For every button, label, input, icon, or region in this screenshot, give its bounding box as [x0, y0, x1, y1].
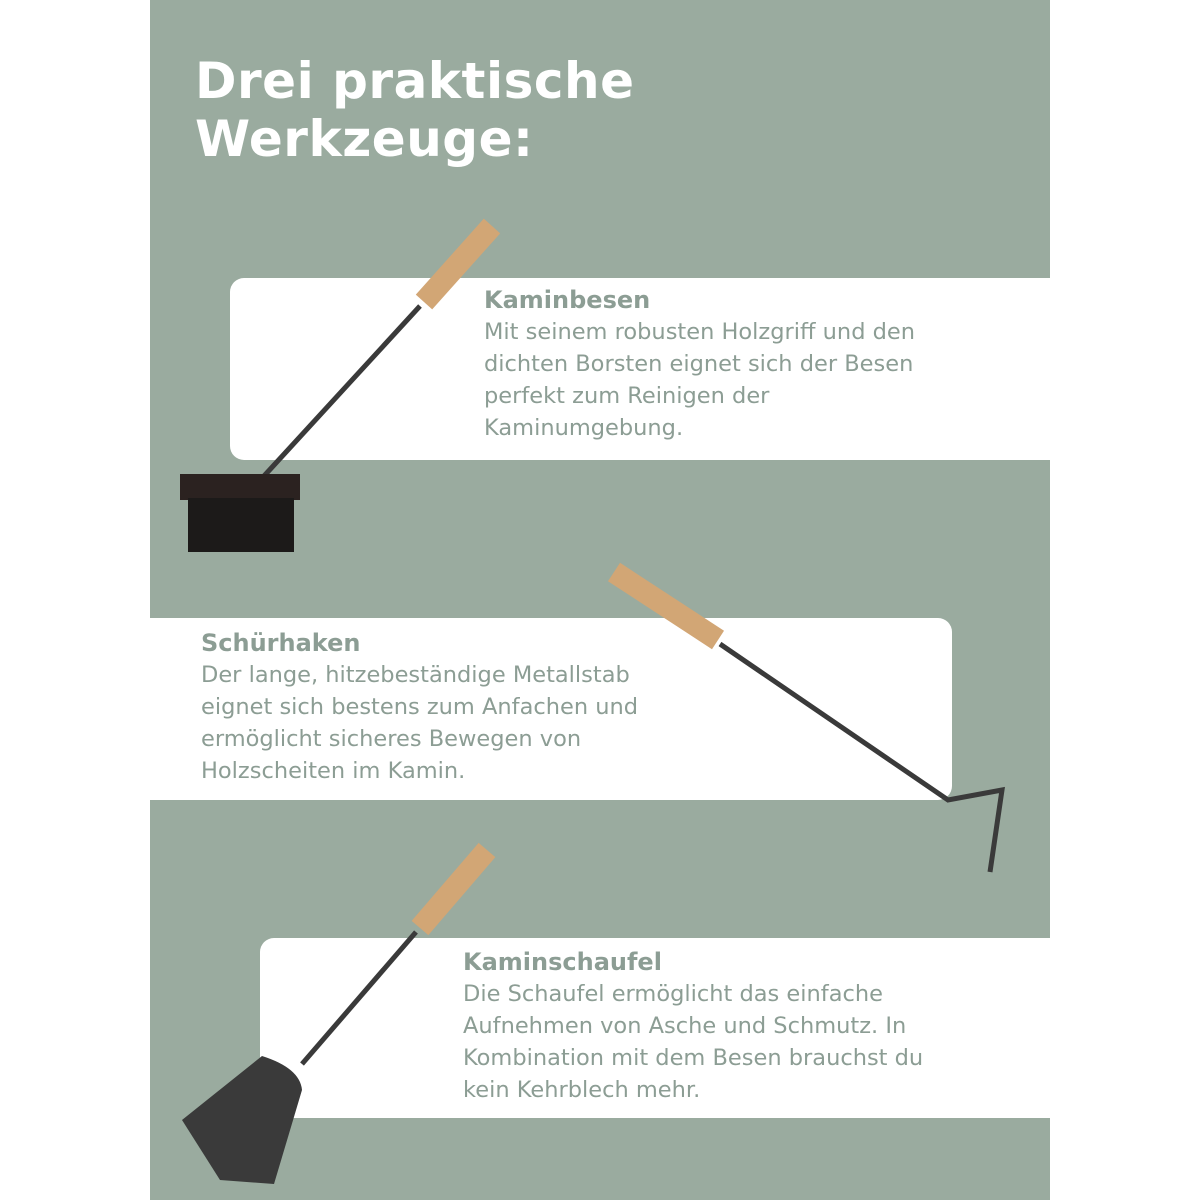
- poker-image: [614, 572, 1002, 872]
- tool-description: Der lange, hitzebeständige Metallstab eignet sich bestens zum Anfachen und ermöglicht sicheres Bewegen von Holzscheiten im Kamin.: [201, 662, 639, 784]
- page-title: Drei praktische Werkzeuge:: [195, 52, 635, 168]
- tool-name: Schürhaken: [201, 629, 361, 657]
- tool-description: Mit seinem robusten Holzgriff und den dichten Borsten eignet sich der Besen perfekt zum Reinigen der Kaminumgebung.: [484, 319, 916, 441]
- broom-image: [180, 226, 492, 552]
- tool-name: Kaminbesen: [484, 286, 651, 314]
- tool-description: Die Schaufel ermöglicht das einfache Aufnehmen von Asche und Schmutz. In Kombination mit dem Besen brauchst du kein Kehrblech mehr.: [463, 981, 924, 1103]
- tool-name: Kaminschaufel: [463, 948, 662, 976]
- shovel-image: [182, 850, 487, 1184]
